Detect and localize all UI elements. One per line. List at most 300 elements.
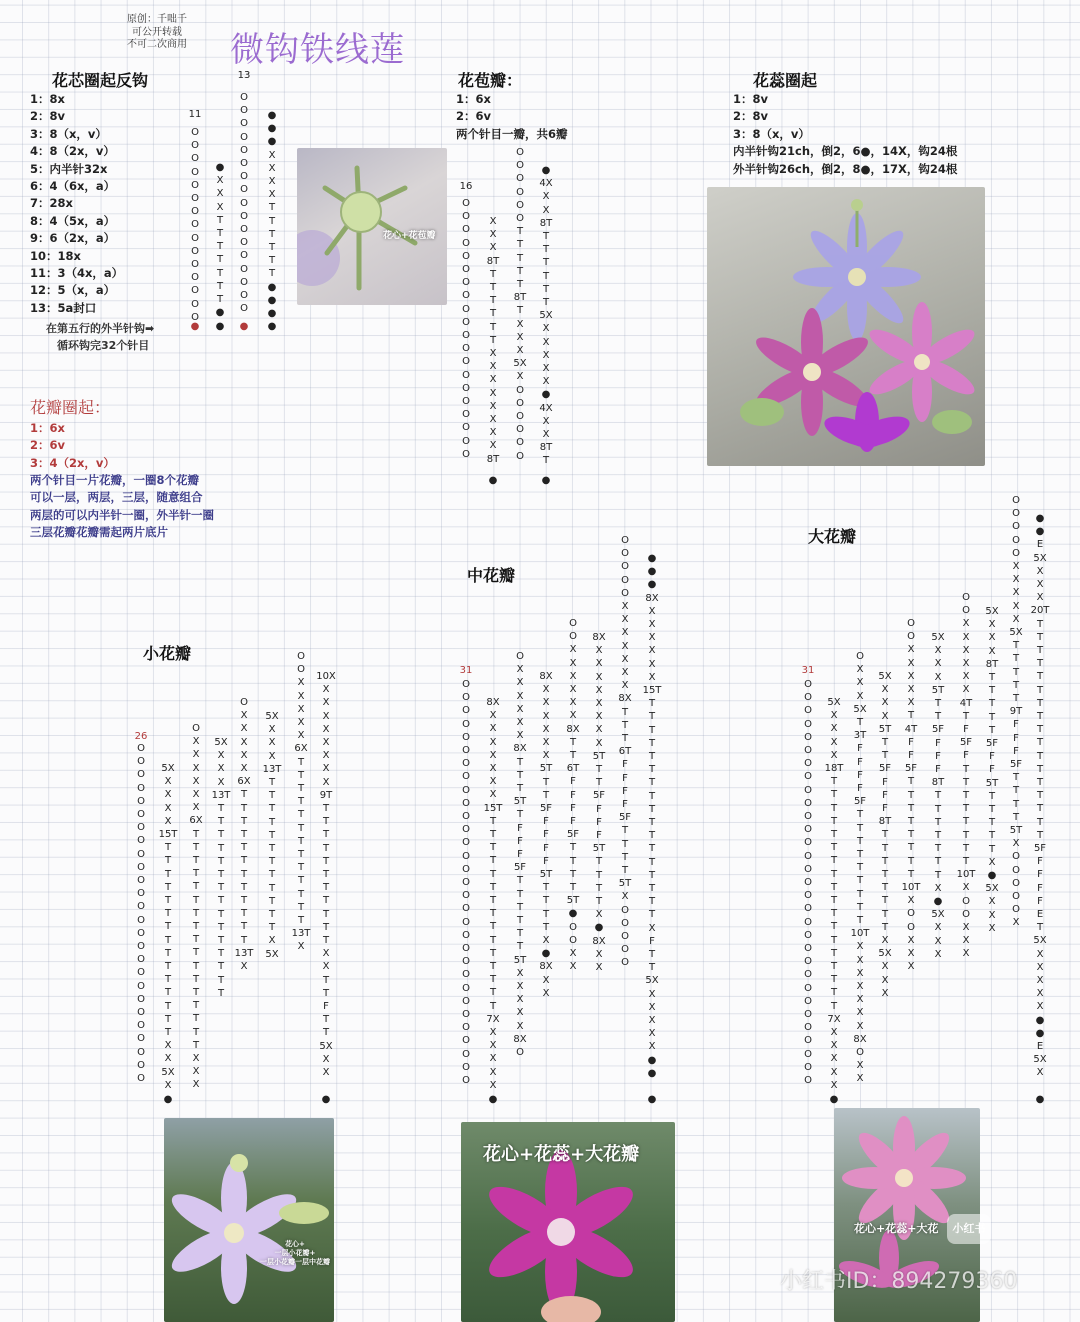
stitch-symbol: O [462, 969, 470, 981]
stitch-symbol: O [240, 263, 248, 275]
stitch-symbol: T [1012, 693, 1020, 704]
stitch-symbol: X [934, 645, 942, 657]
stitch-symbol: O [804, 982, 812, 994]
stitch-symbol: T [1036, 711, 1044, 722]
stitch-symbol: T [192, 894, 200, 906]
stitch-symbol: 5F [959, 737, 973, 749]
stitch-symbol: T [240, 802, 248, 814]
stitch-symbol: T [988, 843, 996, 855]
stitch-symbol: 5X [931, 632, 945, 643]
stitch-symbol: 3T [853, 730, 867, 742]
stitch-symbol: T [1036, 724, 1044, 736]
stitch-symbol: ● [647, 1067, 657, 1079]
stitch-symbol: O [462, 797, 470, 809]
stitch-symbol: T [648, 817, 656, 828]
stitch-symbol: T [240, 829, 248, 840]
pattern-row: 外半针钩26ch，倒2，8●，17X，钩24根 [733, 161, 958, 176]
stitch-symbol: T [881, 921, 889, 933]
stitch-symbol: O [462, 771, 470, 783]
stitch-symbol: T [489, 961, 497, 972]
stitch-symbol: O [516, 160, 524, 172]
stitch-symbol: T [1036, 658, 1044, 670]
stitch-symbol: 31 [801, 665, 815, 676]
stitch-symbol: T [830, 815, 838, 827]
pattern-row: 6：4（6x，a） [30, 179, 116, 193]
stitch-symbol: T [240, 789, 248, 801]
stitch-symbol: X [489, 348, 497, 359]
stitch-symbol: T [1036, 737, 1044, 749]
stitch-symbol: X [322, 948, 330, 960]
stitch-symbol: ● [215, 307, 225, 319]
stitch-symbol: T [192, 973, 200, 985]
stitch-symbol: X [907, 657, 915, 669]
stitch-symbol: F [543, 842, 549, 854]
stitch-symbol: T [217, 829, 225, 841]
stitch-symbol: F [1037, 882, 1043, 894]
stitch-symbol: T [297, 835, 305, 847]
stitch-symbol: 5F [904, 763, 918, 775]
stitch-symbol: X [569, 657, 577, 669]
stitch-symbol: O [462, 1048, 470, 1060]
stitch-symbol: 5T [592, 750, 606, 762]
stitch-symbol: X [856, 690, 864, 702]
stitch-symbol: X [192, 749, 200, 761]
stitch-symbol: T [542, 789, 550, 801]
stitch-symbol: T [268, 803, 276, 815]
stitch-symbol: O [462, 356, 470, 368]
stitch-symbol: O [462, 863, 470, 875]
stitch-symbol: T [962, 842, 970, 854]
stitch-symbol: O [462, 784, 470, 796]
stitch-symbol: T [830, 961, 838, 972]
pattern-row: 9：6（2x，a） [30, 231, 116, 246]
stitch-symbol: T [489, 987, 497, 999]
stitch-symbol: ● [488, 475, 498, 486]
stitch-symbol: O [192, 723, 200, 734]
stitch-symbol: 5X [878, 948, 892, 960]
stitch-symbol: T [621, 733, 629, 744]
stitch-symbol: X [322, 684, 330, 696]
stitch-symbol: T [217, 869, 225, 880]
stitch-symbol: X [268, 189, 276, 201]
stitch-symbol: ● [1035, 513, 1045, 524]
pattern-row: 3：4（2x，v） [30, 455, 115, 470]
stitch-symbol: X [569, 670, 577, 682]
stitch-symbol: T [856, 835, 864, 847]
stitch-symbol: ● [647, 579, 657, 591]
stitch-symbol: X [516, 703, 524, 715]
stitch-symbol: 5X [1009, 627, 1023, 638]
stitch-symbol: O [137, 1020, 145, 1032]
stitch-symbol: T [192, 855, 200, 866]
stitch-symbol: T [192, 1039, 200, 1051]
stitch-symbol: O [137, 835, 145, 847]
stitch-symbol: T [516, 305, 524, 317]
stitch-symbol: T [988, 830, 996, 842]
stitch-symbol: ● [1035, 1027, 1045, 1039]
stitch-symbol: X [569, 684, 577, 695]
pattern-row: 2：8v [733, 109, 768, 124]
stitch-symbol: T [595, 777, 603, 789]
stitch-symbol: X [297, 730, 305, 742]
stitch-symbol: X [881, 961, 889, 973]
stitch-symbol: T [1012, 811, 1020, 823]
stitch-symbol: X [648, 632, 656, 644]
stitch-symbol: T [489, 815, 497, 827]
stitch-symbol: T [621, 706, 629, 718]
stitch-symbol: X [881, 684, 889, 696]
stitch-symbol: T [648, 764, 656, 776]
stitch-symbol: O [569, 921, 577, 933]
stitch-symbol: O [462, 943, 470, 954]
stitch-symbol: T [322, 908, 330, 920]
stitch-symbol: 5X [513, 358, 527, 370]
stitch-symbol: X [934, 922, 942, 934]
stitch-symbol: T [297, 783, 305, 794]
stitch-symbol: 13 [237, 70, 251, 81]
stitch-symbol: X [934, 658, 942, 670]
stitch-symbol: T [240, 868, 248, 880]
stitch-symbol: T [297, 901, 305, 913]
flower-bud-icon [297, 148, 447, 305]
stitch-symbol: T [217, 921, 225, 933]
stitch-symbol: O [137, 954, 145, 966]
pattern-row: 8：4（5x，a） [30, 213, 116, 228]
stitch-symbol: 5X [1033, 935, 1047, 947]
stitch-symbol: T [648, 737, 656, 749]
stitch-symbol: T [907, 789, 915, 801]
stitch-symbol: X [881, 987, 889, 999]
stitch-symbol: X [907, 684, 915, 695]
stitch-symbol: O [962, 895, 970, 907]
stitch-symbol: O [462, 224, 470, 236]
stitch-symbol: X [830, 1040, 838, 1052]
stitch-symbol: T [516, 239, 524, 251]
stitch-symbol: T [648, 777, 656, 789]
stitch-symbol: T [322, 855, 330, 867]
stitch-symbol: X [856, 1020, 864, 1032]
stitch-symbol: O [240, 158, 248, 169]
stitch-symbol: O [462, 369, 470, 381]
stitch-symbol: X [164, 1079, 172, 1091]
stitch-symbol: O [462, 903, 470, 915]
stitch-symbol: T [1012, 798, 1020, 810]
stitch-symbol: O [907, 618, 915, 629]
stitch-symbol: O [462, 435, 470, 447]
stitch-symbol: 9T [319, 789, 333, 801]
stitch-symbol: O [462, 422, 470, 434]
stitch-symbol: X [489, 427, 497, 439]
stitch-symbol: T [569, 855, 577, 867]
stitch-symbol: T [192, 881, 200, 893]
stitch-symbol: T [516, 941, 524, 953]
stitch-symbol: X [268, 724, 276, 736]
stitch-symbol: T [1036, 777, 1044, 788]
stitch-symbol: ● [321, 1094, 331, 1105]
stitch-symbol: 6T [618, 746, 632, 758]
stitch-symbol: T [988, 672, 996, 683]
stitch-symbol: X [542, 429, 550, 440]
stitch-symbol: ● [267, 308, 277, 319]
stitch-symbol: T [240, 908, 248, 920]
stitch-symbol: X [595, 711, 603, 723]
stitch-symbol: O [804, 903, 812, 915]
stitch-symbol: O [462, 303, 470, 315]
stitch-symbol: X [621, 627, 629, 639]
stitch-symbol: X [516, 677, 524, 689]
stitch-symbol: X [962, 631, 970, 643]
stitch-symbol: F [963, 724, 969, 735]
stitch-symbol: ● [1035, 526, 1045, 538]
stitch-symbol: 8T [539, 442, 553, 454]
stitch-symbol: O [462, 811, 470, 822]
stitch-symbol: ● [1035, 1014, 1045, 1026]
stitch-symbol: O [240, 92, 248, 103]
stitch-symbol: X [268, 935, 276, 947]
stitch-symbol: X [516, 1020, 524, 1032]
stitch-symbol: X [1036, 975, 1044, 986]
stitch-symbol: O [191, 259, 199, 270]
stitch-symbol: O [240, 250, 248, 262]
stitch-symbol: X [268, 162, 276, 174]
stitch-symbol: T [1036, 750, 1044, 762]
stitch-symbol: X [516, 371, 524, 383]
stitch-symbol: X [1036, 592, 1044, 604]
stitch-symbol: X [881, 697, 889, 709]
stitch-symbol: T [322, 842, 330, 854]
stitch-symbol: T [1012, 666, 1020, 678]
stitch-symbol: 5F [985, 738, 999, 749]
stitch-symbol: T [595, 764, 603, 775]
stitch-symbol: O [856, 1047, 864, 1058]
stitch-symbol: 10T [850, 928, 870, 940]
stitch-symbol: T [830, 776, 838, 788]
stitch-symbol: T [322, 974, 330, 986]
stitch-symbol: T [1036, 684, 1044, 696]
stitch-symbol: O [1012, 508, 1020, 520]
stitch-symbol: O [962, 592, 970, 603]
stitch-symbol: O [240, 197, 248, 209]
stitch-symbol: O [137, 1033, 145, 1045]
stitch-symbol: T [648, 711, 656, 723]
core-heading: 花芯圈起反钩 [52, 71, 149, 90]
stitch-symbol: O [462, 850, 470, 862]
stitch-symbol: 13T [211, 789, 231, 801]
stitch-symbol: X [516, 345, 524, 356]
stitch-symbol: T [1036, 697, 1044, 709]
stitch-symbol: O [137, 769, 145, 781]
stitch-symbol: O [907, 921, 915, 933]
stitch-symbol: X [542, 723, 550, 735]
stitch-symbol: X [830, 736, 838, 748]
stitch-symbol: X [934, 882, 942, 894]
stitch-symbol: 4T [904, 723, 918, 735]
stitch-symbol: O [462, 343, 470, 355]
stitch-symbol: T [192, 841, 200, 853]
stitch-symbol: O [516, 173, 524, 185]
stitch-symbol: X [595, 948, 603, 960]
stitch-symbol: T [856, 809, 864, 821]
stitch-symbol: X [907, 948, 915, 959]
stitch-symbol: O [137, 993, 145, 1005]
stitch-symbol: 5T [1009, 825, 1023, 836]
stitch-symbol: T [648, 751, 656, 762]
stitch-symbol: X [240, 723, 248, 735]
stitch-symbol: X [489, 763, 497, 774]
stitch-symbol: O [191, 140, 199, 152]
stitch-symbol: T [621, 865, 629, 876]
stitch-symbol: T [216, 228, 224, 239]
stitch-symbol: T [164, 842, 172, 854]
stitch-symbol: O [462, 837, 470, 849]
stitch-symbol: X [322, 697, 330, 709]
stitch-symbol: T [907, 816, 915, 827]
stitch-symbol: T [830, 802, 838, 814]
stitch-symbol: O [137, 888, 145, 900]
stitch-symbol: X [489, 414, 497, 425]
stitch-symbol: T [881, 882, 889, 894]
stitch-symbol: T [934, 698, 942, 709]
stitch-symbol: T [621, 851, 629, 863]
stitch-symbol: T [907, 802, 915, 814]
stitch-symbol: T [297, 769, 305, 781]
stitch-symbol: ● [541, 165, 551, 176]
stitch-symbol: 5T [513, 954, 527, 966]
stitch-symbol: T [268, 843, 276, 854]
stitch-symbol: O [462, 264, 470, 275]
stitch-symbol: X [648, 1001, 656, 1013]
stitch-symbol: T [907, 829, 915, 841]
stitch-symbol: X [962, 658, 970, 669]
stitch-symbol: T [648, 830, 656, 842]
stitch-symbol: ● [1035, 1094, 1045, 1105]
stitch-symbol: 5F [539, 803, 553, 814]
stitch-symbol: 16 [459, 181, 473, 192]
stitch-symbol: O [462, 731, 470, 743]
stitch-symbol: O [462, 198, 470, 209]
stitch-symbol: X [489, 736, 497, 748]
stitch-symbol: 5X [878, 671, 892, 682]
stitch-symbol: O [804, 837, 812, 849]
stitch-symbol: O [804, 758, 812, 770]
small-petal-heading: 小花瓣 [143, 644, 192, 663]
stitch-symbol: O [240, 276, 248, 288]
stitch-symbol: O [462, 929, 470, 941]
stitch-symbol: T [489, 881, 497, 893]
stitch-symbol: X [216, 175, 224, 187]
stitch-symbol: X [489, 216, 497, 227]
stitch-symbol: T [268, 816, 276, 828]
stitch-symbol: T [1036, 763, 1044, 775]
stitch-symbol: 5T [539, 763, 553, 775]
stitch-symbol: O [462, 396, 470, 407]
stitch-symbol: T [240, 895, 248, 906]
pattern-row: 3：8（x，v） [733, 126, 810, 141]
stitch-symbol: T [192, 868, 200, 880]
stitch-symbol: T [648, 698, 656, 710]
stitch-symbol: F [1037, 856, 1043, 868]
stitch-symbol: O [516, 186, 524, 198]
stitch-symbol: O [191, 232, 199, 244]
pattern-row: 4：8（2x，v） [30, 144, 115, 159]
stitch-symbol: T [217, 842, 225, 854]
stitch-symbol: O [191, 179, 199, 191]
stitch-symbol: T [489, 855, 497, 867]
stitch-symbol: T [516, 226, 524, 238]
stitch-symbol: T [962, 829, 970, 841]
stitch-symbol: T [164, 1000, 172, 1012]
stitch-symbol: O [804, 1061, 812, 1073]
stitch-symbol: T [881, 842, 889, 854]
stitch-symbol: X [268, 737, 276, 749]
stitch-symbol: 8X [618, 693, 632, 705]
stitch-symbol: T [1036, 671, 1044, 683]
stitch-symbol: T [1036, 631, 1044, 643]
stitch-symbol: O [137, 795, 145, 807]
stitch-symbol: O [191, 193, 199, 204]
stitch-symbol: T [648, 896, 656, 908]
stitch-symbol: X [648, 1015, 656, 1026]
stitch-symbol: O [462, 982, 470, 994]
stitch-symbol: 15T [483, 802, 503, 814]
stitch-symbol: O [1012, 877, 1020, 889]
stitch-symbol: T [240, 921, 248, 933]
stitch-symbol: 8X [513, 743, 527, 755]
stitch-symbol: T [164, 1027, 172, 1038]
stitch-symbol: 11 [188, 109, 202, 120]
stitch-symbol: O [804, 718, 812, 730]
stitch-symbol: O [804, 956, 812, 968]
stitch-symbol: X [542, 737, 550, 748]
stitch-symbol: T [962, 790, 970, 801]
stitch-symbol: O [297, 664, 305, 676]
stitch-symbol: X [1036, 579, 1044, 590]
stitch-symbol: X [489, 1027, 497, 1038]
stitch-symbol: T [934, 869, 942, 881]
stitch-symbol: O [462, 679, 470, 690]
stitch-symbol: T [881, 908, 889, 920]
stitch-symbol: O [240, 144, 248, 156]
stitch-symbol: T [268, 242, 276, 253]
stitch-symbol: X [192, 1066, 200, 1078]
stitch-symbol: T [542, 882, 550, 894]
pattern-row: 12：5（x，a） [30, 283, 116, 298]
stitch-symbol: O [240, 697, 248, 708]
stitch-symbol: T [1036, 922, 1044, 934]
stitch-symbol: T [621, 838, 629, 850]
stitch-symbol: T [934, 830, 942, 841]
stitch-symbol: T [516, 915, 524, 926]
stitch-symbol: T [648, 962, 656, 974]
stitch-symbol: O [621, 548, 629, 560]
stitch-symbol: X [489, 723, 497, 735]
stitch-symbol: T [516, 769, 524, 781]
stitch-symbol: F [517, 849, 523, 860]
stitch-symbol: X [1012, 587, 1020, 599]
stitch-symbol: X [988, 922, 996, 934]
stitch-symbol: ● [647, 566, 657, 578]
stitch-symbol: E [1036, 1041, 1044, 1052]
stitch-symbol: O [462, 211, 470, 223]
stitch-symbol: T [216, 214, 224, 226]
stitch-symbol: X [830, 710, 838, 722]
stitch-symbol: 8T [513, 292, 527, 304]
stitch-symbol: F [908, 736, 914, 748]
stitch-symbol: T [830, 921, 838, 933]
stitch-symbol: T [595, 882, 603, 894]
large-petal-heading: 大花瓣 [808, 527, 857, 546]
stitch-symbol: 5X [645, 975, 659, 987]
